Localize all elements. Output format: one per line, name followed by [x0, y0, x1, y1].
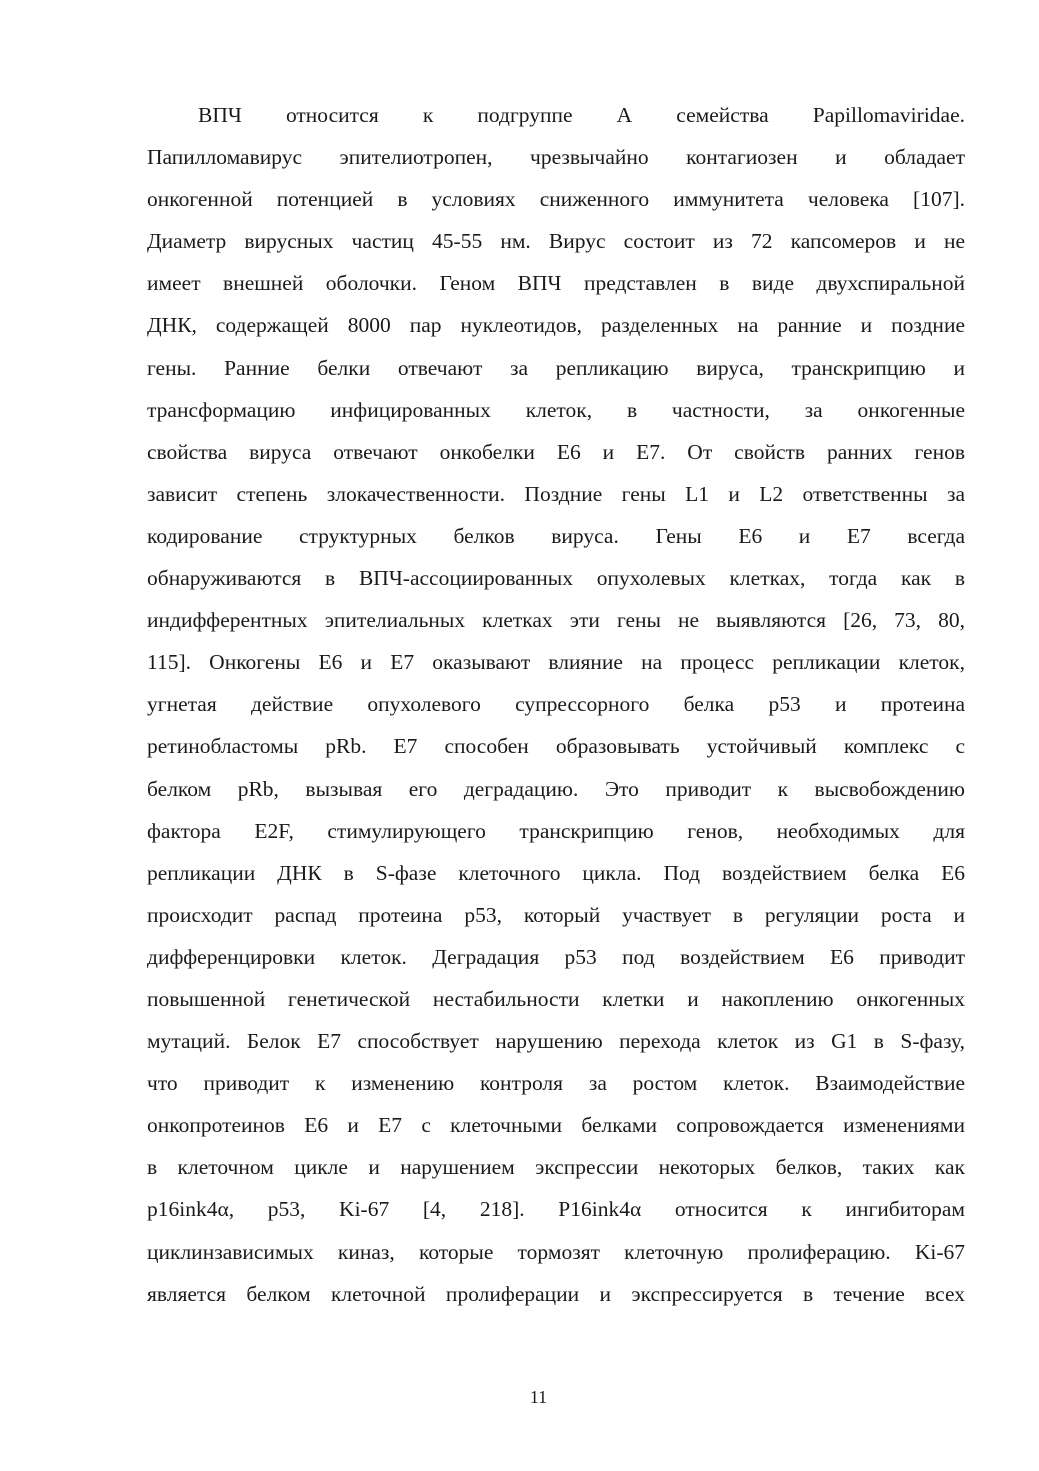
text-line: гены. Ранние белки отвечают за репликацию вируса, транскрипцию и: [147, 355, 965, 380]
text-line: ДНК, содержащей 8000 пар нуклеотидов, разделенных на ранние и поздние: [147, 313, 965, 338]
text-line: обнаруживаются в ВПЧ-ассоциированных опухолевых клетках, тогда как в: [147, 566, 965, 591]
text-line: трансформацию инфицированных клеток, в частности, за онкогенные: [147, 397, 965, 422]
text-line: свойства вируса отвечают онкобелки Е6 и Е7. От свойств ранних генов: [147, 439, 965, 464]
text-line: Папилломавирус эпителиотропен, чрезвычайно контагиозен и обладает: [147, 145, 965, 170]
text-line: что приводит к изменению контроля за ростом клеток. Взаимодействие: [147, 1071, 965, 1096]
text-line: репликации ДНК в S-фазе клеточного цикла. Под воздействием белка Е6: [147, 860, 965, 885]
text-line: p16ink4α, p53, Ki-67 [4, 218]. P16ink4α относится к ингибиторам: [147, 1197, 965, 1222]
text-line: ретинобластомы pRb. Е7 способен образовывать устойчивый комплекс с: [147, 734, 965, 759]
text-line: онкопротеинов Е6 и Е7 с клеточными белками сопровождается изменениями: [147, 1113, 965, 1138]
text-line: происходит распад протеина p53, который участвует в регуляции роста и: [147, 902, 965, 927]
text-line: в клеточном цикле и нарушением экспрессии некоторых белков, таких как: [147, 1155, 965, 1180]
text-line: Диаметр вирусных частиц 45-55 нм. Вирус состоит из 72 капсомеров и не: [147, 229, 965, 254]
text-line: 115]. Онкогены Е6 и Е7 оказывают влияние на процесс репликации клеток,: [147, 650, 965, 675]
text-line: онкогенной потенцией в условиях сниженного иммунитета человека [107].: [147, 187, 965, 212]
text-line: ВПЧ относится к подгруппе А семейства Papillomaviridae.: [198, 103, 965, 127]
text-line: имеет внешней оболочки. Геном ВПЧ представлен в виде двухспиральной: [147, 271, 965, 296]
text-line: мутаций. Белок Е7 способствует нарушению перехода клеток из G1 в S-фазу,: [147, 1029, 965, 1054]
text-line: угнетая действие опухолевого супрессорного белка p53 и протеина: [147, 692, 965, 717]
text-line: фактора E2F, стимулирующего транскрипцию генов, необходимых для: [147, 818, 965, 843]
text-line: дифференцировки клеток. Деградация p53 под воздействием Е6 приводит: [147, 944, 965, 969]
page-number: 11: [529, 1387, 548, 1407]
text-line: циклинзависимых киназ, которые тормозят клеточную пролиферацию. Ki-67: [147, 1239, 965, 1264]
text-line: кодирование структурных белков вируса. Гены Е6 и Е7 всегда: [147, 523, 965, 548]
body-text: [147, 98, 965, 1319]
text-line: является белком клеточной пролиферации и экспрессируется в течение всех: [147, 1281, 965, 1306]
text-line: белком pRb, вызывая его деградацию. Это приводит к высвобождению: [147, 776, 965, 801]
text-line: зависит степень злокачественности. Поздние гены L1 и L2 ответственны за: [147, 481, 965, 506]
text-line: индифферентных эпителиальных клетках эти гены не выявляются [26, 73, 80,: [147, 608, 965, 633]
text-line: повышенной генетической нестабильности клетки и накоплению онкогенных: [147, 986, 965, 1011]
